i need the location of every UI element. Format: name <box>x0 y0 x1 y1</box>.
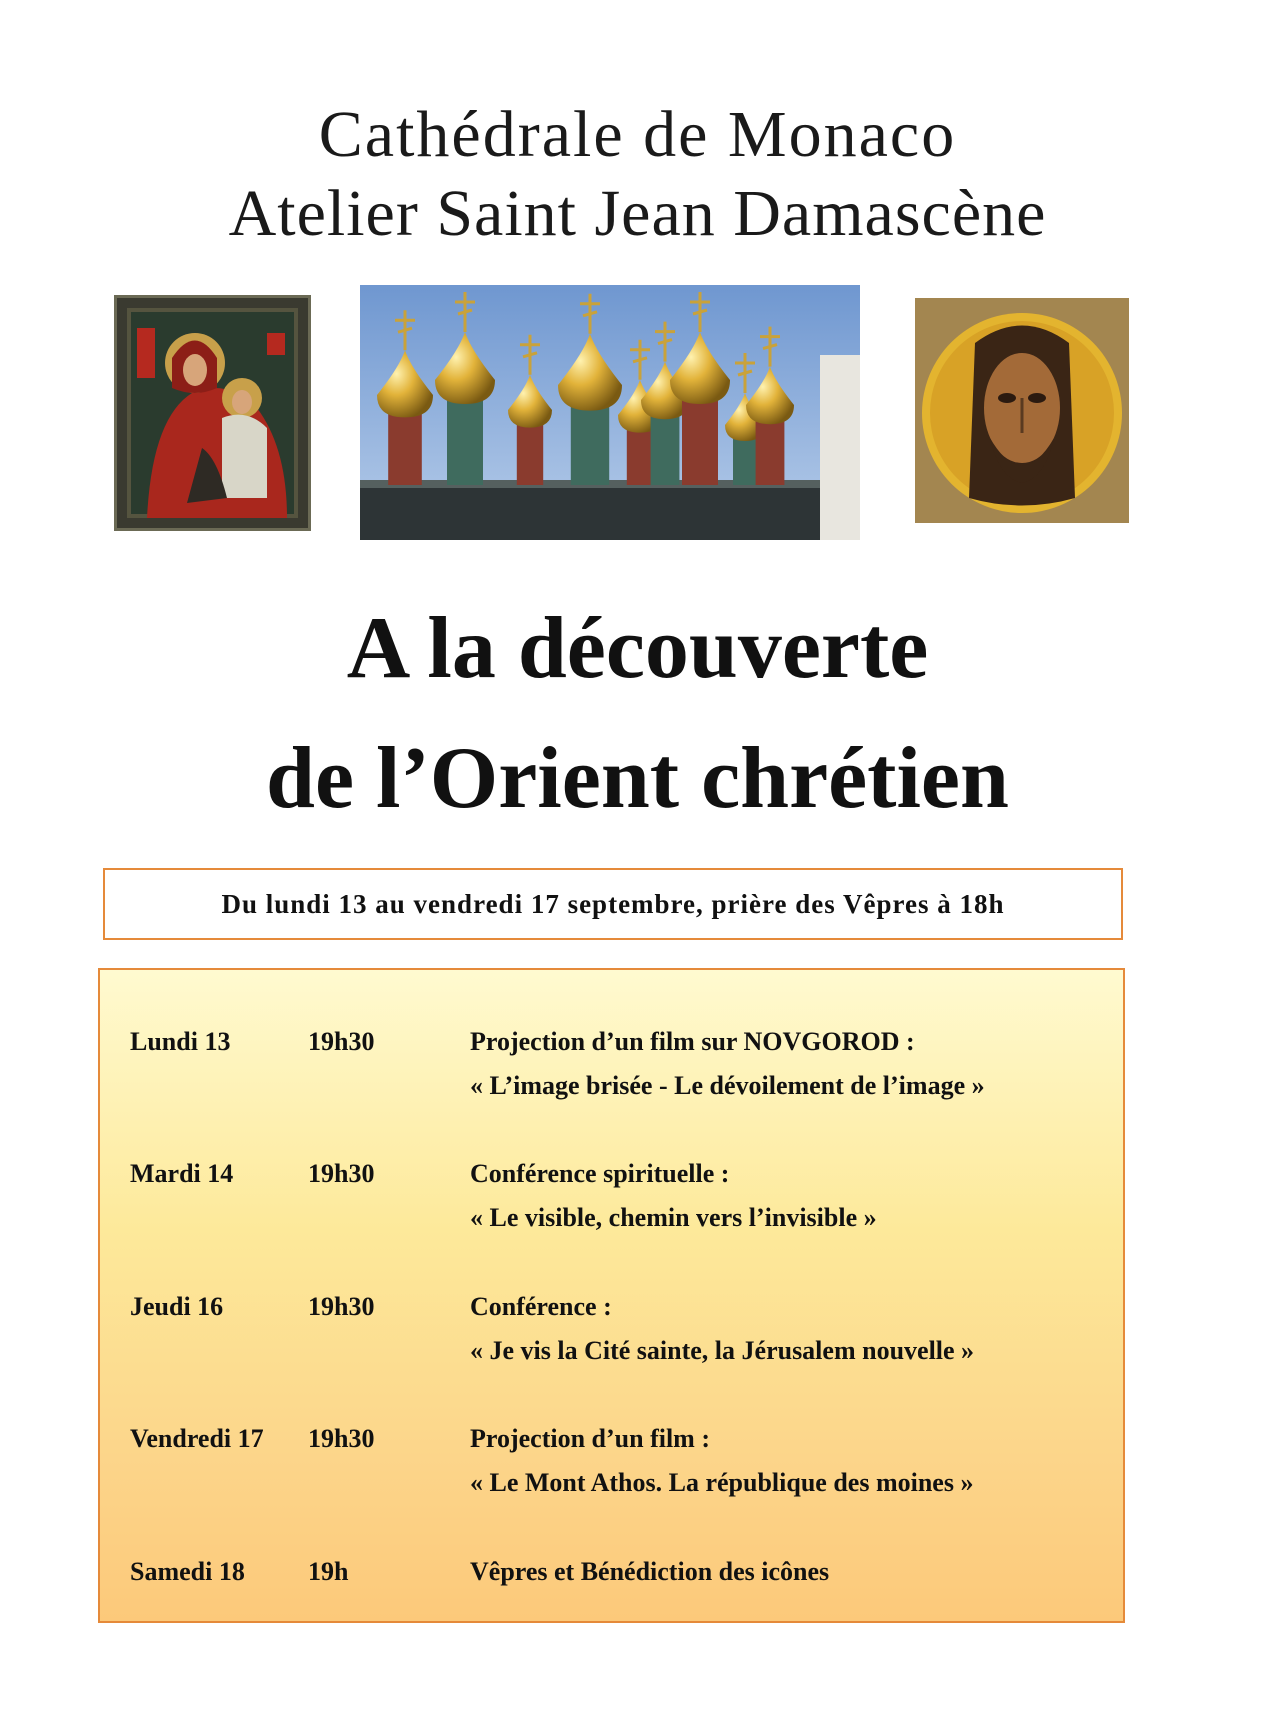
event-time: 19h30 <box>308 1292 375 1321</box>
event-day: Samedi 18 <box>130 1557 245 1586</box>
event-time: 19h <box>308 1557 349 1586</box>
dome-drum <box>682 398 718 485</box>
event-description <box>470 1152 1100 1240</box>
event-subtitle: « Je vis la Cité sainte, la Jérusalem nouvelle » <box>470 1336 975 1365</box>
event-title: Conférence spirituelle : <box>470 1159 730 1188</box>
event-day: Vendredi 17 <box>130 1424 264 1453</box>
dome-drum <box>651 414 680 485</box>
vespers-banner: Du lundi 13 au vendredi 17 septembre, prière des Vêpres à 18h <box>103 868 1123 940</box>
dome-drum <box>733 437 757 485</box>
dome-drum <box>756 419 785 485</box>
event-day: Lundi 13 <box>130 1027 231 1056</box>
event-subtitle: « L’image brisée - Le dévoilement de l’image » <box>470 1071 985 1100</box>
header-cathedral: Cathédrale de Monaco <box>318 98 957 171</box>
dome-drum <box>388 412 422 485</box>
event-description <box>470 1417 1100 1505</box>
event-subtitle: « Le visible, chemin vers l’invisible » <box>470 1203 877 1232</box>
event-subtitle: « Le Mont Athos. La république des moines » <box>470 1468 974 1497</box>
header <box>0 95 1275 253</box>
dome-drum <box>571 404 609 485</box>
virgin-and-child-icon <box>114 295 311 531</box>
header-atelier: Atelier Saint Jean Damascène <box>228 177 1047 251</box>
golden-domes-photo <box>360 285 860 540</box>
event-title: Conférence : <box>470 1292 612 1321</box>
event-title: Projection d’un film sur NOVGOROD : <box>470 1027 915 1056</box>
event-time: 19h30 <box>308 1159 375 1188</box>
dome-drum <box>447 398 483 485</box>
main-title-line-1: A la découverte <box>346 600 929 697</box>
holy-face-icon <box>915 298 1129 523</box>
event-title: Projection d’un film : <box>470 1424 710 1453</box>
event-day: Mardi 14 <box>130 1159 234 1188</box>
main-title-line-2: de l’Orient chrétien <box>266 730 1009 827</box>
event-title: Vêpres et Bénédiction des icônes <box>470 1557 830 1586</box>
event-description <box>470 1285 1100 1373</box>
dome-drum <box>627 428 653 485</box>
event-time: 19h30 <box>308 1027 375 1056</box>
event-description <box>470 1550 1100 1594</box>
dome-drum <box>517 423 543 485</box>
schedule-panel <box>98 968 1125 1623</box>
event-time: 19h30 <box>308 1424 375 1453</box>
event-day: Jeudi 16 <box>130 1292 224 1321</box>
event-description <box>470 1020 1100 1108</box>
